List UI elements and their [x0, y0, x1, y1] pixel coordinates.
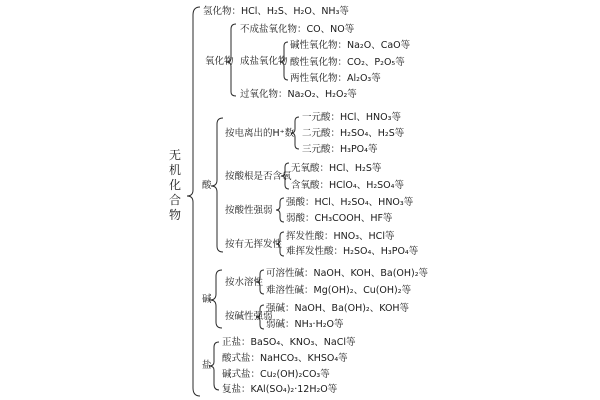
basic-oxide: 碱性氧化物：Na₂O、CaO等: [290, 40, 411, 51]
salt-label: 盐: [202, 360, 212, 371]
acidic-oxide: 酸性氧化物：CO₂、P₂O₅等: [290, 57, 405, 68]
oxygen-free-acid: 无氧酸：HCl、H₂S等: [291, 163, 382, 174]
volatile-acid: 挥发性酸：HNO₃、HCl等: [286, 231, 395, 242]
di-acid: 二元酸：H₂SO₄、H₂S等: [302, 128, 405, 139]
acid-strength-bracket: [276, 198, 284, 222]
weak-base: 弱碱：NH₃·H₂O等: [266, 319, 344, 330]
peroxide: 过氧化物：Na₂O₂、H₂O₂等: [240, 89, 357, 100]
acid-label: 酸: [202, 180, 212, 191]
double-salt: 复盐：KAl(SO₄)₂·12H₂O等: [222, 384, 338, 395]
root-bracket: [187, 7, 200, 396]
oxide-label: 氧化物: [205, 56, 234, 67]
acid-by-volatility-label: 按有无挥发性: [225, 239, 283, 250]
tri-acid: 三元酸：H₃PO₄等: [302, 144, 378, 155]
base-label: 碱: [202, 294, 212, 305]
root-node: 无机化合物: [168, 148, 181, 222]
acid-bracket: [211, 118, 223, 252]
weak-acid: 弱酸：CH₃COOH、HF等: [286, 213, 393, 224]
acid-by-strength-label: 按酸性强弱: [225, 205, 273, 216]
acid-salt: 酸式盐：NaHCO₃、KHSO₄等: [222, 353, 348, 364]
strong-acid: 强酸：HCl、H₂SO₄、HNO₃等: [286, 197, 414, 208]
acid-by-h-label: 按电离出的H⁺数: [225, 128, 295, 139]
amphoteric-oxide: 两性氧化物：Al₂O₃等: [290, 73, 381, 84]
non-salt-oxide: 不成盐氧化物：CO、NO等: [240, 24, 355, 35]
strong-base: 强碱：NaOH、Ba(OH)₂、KOH等: [266, 303, 410, 314]
base-by-solubility-label: 按水溶性: [225, 277, 264, 288]
oxy-acid: 含氧酸：HClO₄、H₂SO₄等: [291, 180, 404, 191]
salt-forming-oxide-label: 成盐氧化物: [240, 56, 288, 67]
hydride-line: 氢化物：HCl、H₂S、H₂O、NH₃等: [203, 6, 349, 17]
acid-by-oxygen-label: 按酸根是否含氧: [225, 171, 292, 182]
nonvolatile-acid: 难挥发性酸：H₂SO₄、H₃PO₄等: [286, 246, 419, 257]
normal-salt: 正盐：BaSO₄、KNO₃、NaCl等: [222, 337, 356, 348]
insoluble-base: 难溶性碱：Mg(OH)₂、Cu(OH)₂等: [266, 285, 412, 296]
base-by-strength-label: 按碱性强弱: [225, 311, 273, 322]
mono-acid: 一元酸：HCl、HNO₃等: [302, 112, 401, 123]
soluble-base: 可溶性碱：NaOH、KOH、Ba(OH)₂等: [266, 268, 429, 279]
basic-salt: 碱式盐：Cu₂(OH)₂CO₃等: [222, 369, 330, 380]
